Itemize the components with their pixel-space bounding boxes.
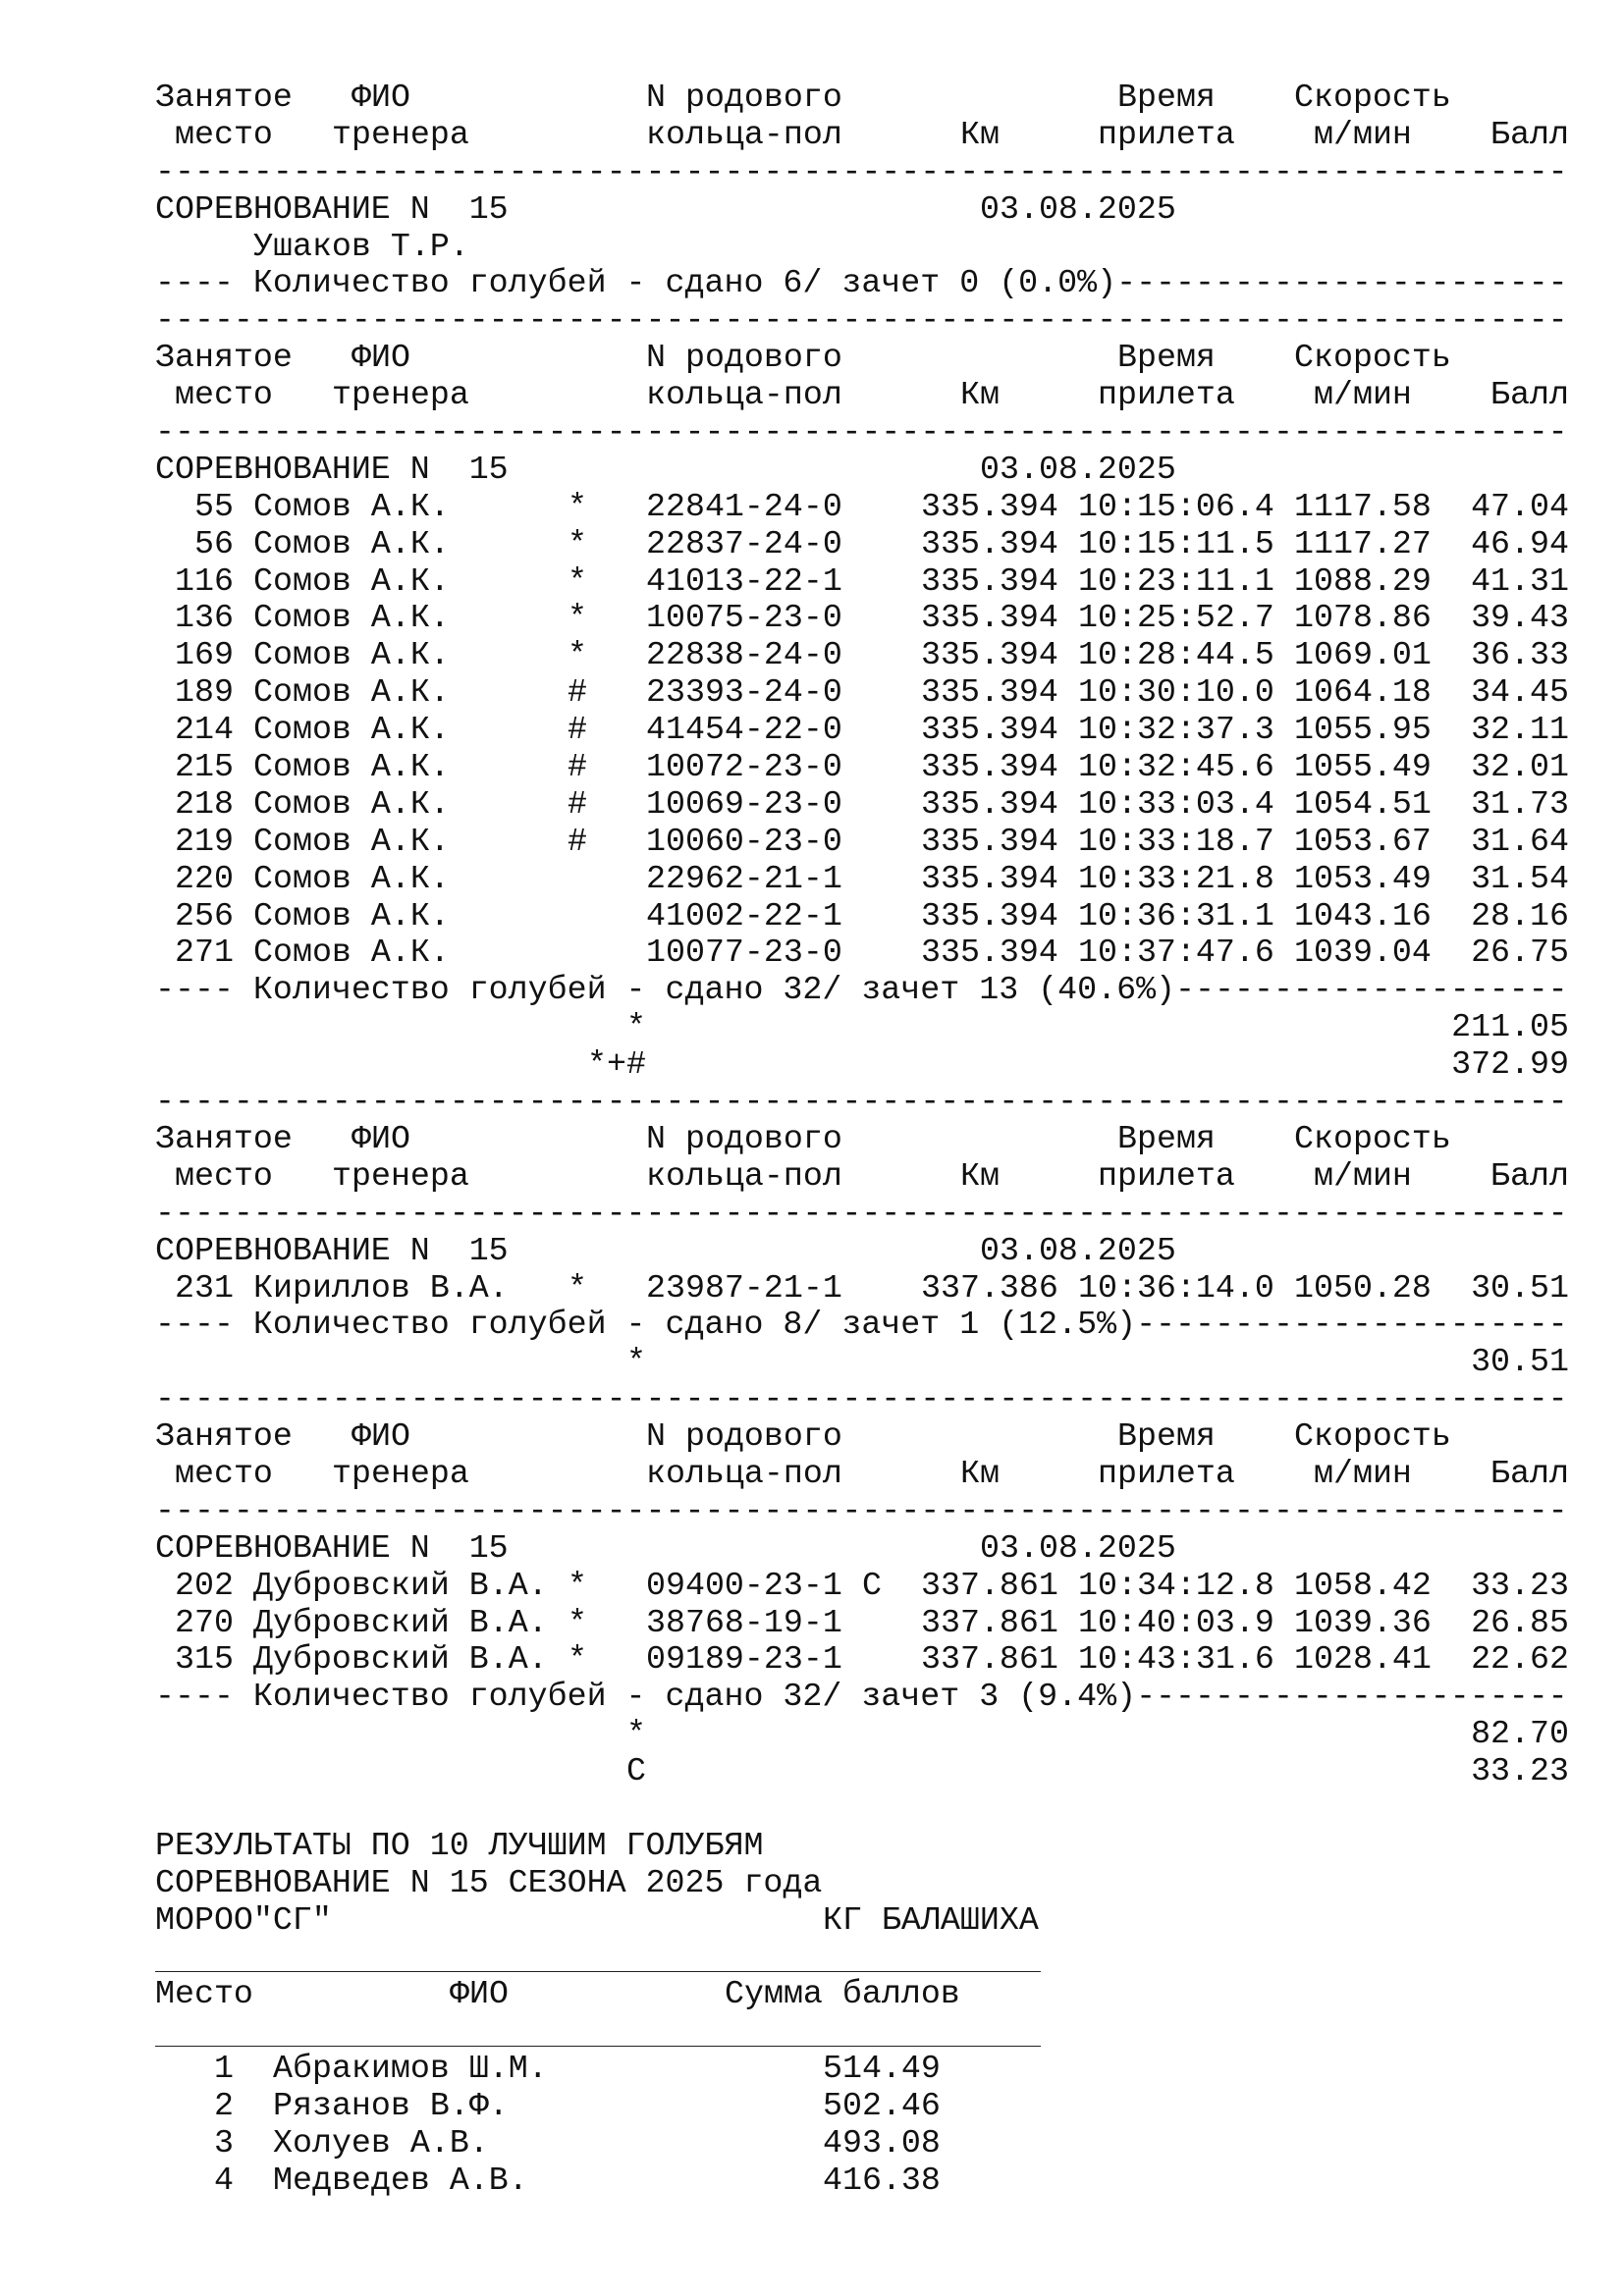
arrival-time: 10:36:14.0 bbox=[1078, 1268, 1274, 1307]
header-place-2: место bbox=[175, 1454, 273, 1492]
place: 271 bbox=[175, 934, 234, 972]
mark: * bbox=[568, 561, 587, 600]
header-ring-2: кольца-пол bbox=[646, 1156, 842, 1195]
arrival-time: 10:33:18.7 bbox=[1078, 822, 1274, 860]
header-fio: ФИО bbox=[450, 1975, 509, 2013]
distance-km: 335.394 bbox=[921, 822, 1058, 860]
header-place: Занятое bbox=[155, 1417, 293, 1456]
header-sum: Сумма баллов bbox=[725, 1975, 960, 2013]
distance-km: 335.394 bbox=[921, 599, 1058, 637]
ring-number: 41002-22-1 bbox=[646, 896, 842, 934]
header-fio-2: тренера bbox=[332, 115, 469, 153]
score: 32.01 bbox=[1471, 748, 1569, 786]
header-speed: Скорость bbox=[1294, 339, 1451, 377]
score: 33.23 bbox=[1471, 1566, 1569, 1604]
header-time: Время bbox=[1117, 339, 1216, 377]
place: 55 bbox=[194, 487, 234, 525]
header-fio: ФИО bbox=[352, 339, 410, 377]
arrival-time: 10:15:11.5 bbox=[1078, 524, 1274, 562]
total-value: 33.23 bbox=[1471, 1752, 1569, 1790]
arrival-time: 10:15:06.4 bbox=[1078, 487, 1274, 525]
total-label: * bbox=[626, 1343, 646, 1381]
score: 26.75 bbox=[1471, 934, 1569, 972]
header-place: Место bbox=[155, 1975, 253, 2013]
ring-number: 10060-23-0 bbox=[646, 822, 842, 860]
pigeon-count-summary: ---- Количество голубей - сдано 32/ зачет 13 (40.6%)-------------------- bbox=[155, 971, 1568, 1009]
place: 215 bbox=[175, 748, 234, 786]
distance-km: 337.861 bbox=[921, 1640, 1058, 1679]
score: 22.62 bbox=[1471, 1640, 1569, 1679]
mark: # bbox=[568, 673, 587, 712]
pigeon-count-summary: ---- Количество голубей - сдано 8/ зачет 1 (12.5%)---------------------- bbox=[155, 1306, 1568, 1344]
arrival-time: 10:32:45.6 bbox=[1078, 748, 1274, 786]
trainer-name: Сомов А.К. bbox=[253, 561, 450, 600]
score: 46.94 bbox=[1471, 524, 1569, 562]
header-speed-2: м/мин bbox=[1314, 115, 1412, 153]
dash-divider: ------------------------------------------------------------------------ bbox=[155, 1194, 1568, 1232]
arrival-time: 10:30:10.0 bbox=[1078, 673, 1274, 712]
place: 56 bbox=[194, 524, 234, 562]
arrival-time: 10:32:37.3 bbox=[1078, 711, 1274, 749]
mark: * bbox=[568, 1640, 587, 1679]
ring-number: 22837-24-0 bbox=[646, 524, 842, 562]
header-fio-2: тренера bbox=[332, 1454, 469, 1492]
score-sum: 493.08 bbox=[823, 2123, 941, 2162]
score: 31.64 bbox=[1471, 822, 1569, 860]
header-score: Балл bbox=[1490, 115, 1569, 153]
place: 218 bbox=[175, 784, 234, 823]
header-km: Км bbox=[960, 1156, 1000, 1195]
competition-label: СОРЕВНОВАНИЕ N 15 bbox=[155, 1231, 509, 1269]
trainer-name: Сомов А.К. bbox=[253, 934, 450, 972]
distance-km: 335.394 bbox=[921, 561, 1058, 600]
speed: 1039.36 bbox=[1294, 1603, 1432, 1641]
dash-divider: ------------------------------------------------------------------------ bbox=[155, 413, 1568, 452]
ring-number: 09400-23-1 bbox=[646, 1566, 842, 1604]
trainer-name: Сомов А.К. bbox=[253, 822, 450, 860]
rank: 2 bbox=[214, 2087, 234, 2125]
organization: МОРОО"СГ" bbox=[155, 1900, 332, 1939]
distance-km: 335.394 bbox=[921, 711, 1058, 749]
header-speed: Скорость bbox=[1294, 79, 1451, 116]
header-ring: N родового bbox=[646, 339, 842, 377]
score: 41.31 bbox=[1471, 561, 1569, 600]
arrival-time: 10:33:03.4 bbox=[1078, 784, 1274, 823]
distance-km: 335.394 bbox=[921, 524, 1058, 562]
speed: 1050.28 bbox=[1294, 1268, 1432, 1307]
distance-km: 335.394 bbox=[921, 636, 1058, 674]
ring-number: 10077-23-0 bbox=[646, 934, 842, 972]
score: 26.85 bbox=[1471, 1603, 1569, 1641]
header-ring-2: кольца-пол bbox=[646, 1454, 842, 1492]
header-time-2: прилета bbox=[1098, 1156, 1235, 1195]
speed: 1058.42 bbox=[1294, 1566, 1432, 1604]
mark: * bbox=[568, 524, 587, 562]
score: 39.43 bbox=[1471, 599, 1569, 637]
header-km: Км bbox=[960, 376, 1000, 414]
header-place-2: место bbox=[175, 376, 273, 414]
distance-km: 335.394 bbox=[921, 934, 1058, 972]
arrival-time: 10:40:03.9 bbox=[1078, 1603, 1274, 1641]
score: 36.33 bbox=[1471, 636, 1569, 674]
place: 169 bbox=[175, 636, 234, 674]
ring-number: 10075-23-0 bbox=[646, 599, 842, 637]
rule bbox=[155, 2046, 1041, 2047]
trainer-name: Сомов А.К. bbox=[253, 487, 450, 525]
place: 214 bbox=[175, 711, 234, 749]
arrival-time: 10:33:21.8 bbox=[1078, 859, 1274, 897]
speed: 1078.86 bbox=[1294, 599, 1432, 637]
header-time-2: прилета bbox=[1098, 376, 1235, 414]
speed: 1054.51 bbox=[1294, 784, 1432, 823]
place: 231 bbox=[175, 1268, 234, 1307]
header-score: Балл bbox=[1490, 1156, 1569, 1195]
speed: 1117.58 bbox=[1294, 487, 1432, 525]
speed: 1053.67 bbox=[1294, 822, 1432, 860]
fancier-name: Медведев А.В. bbox=[273, 2161, 528, 2199]
trainer-name: Дубровский В.А. bbox=[253, 1603, 548, 1641]
arrival-time: 10:43:31.6 bbox=[1078, 1640, 1274, 1679]
trainer-name: Ушаков Т.Р. bbox=[253, 227, 469, 265]
trainer-name: Кириллов В.А. bbox=[253, 1268, 509, 1307]
total-label: * bbox=[626, 1715, 646, 1753]
place: 315 bbox=[175, 1640, 234, 1679]
total-value: 82.70 bbox=[1471, 1715, 1569, 1753]
mark: * bbox=[568, 1603, 587, 1641]
rank: 3 bbox=[214, 2123, 234, 2162]
header-place: Занятое bbox=[155, 339, 293, 377]
mark: * bbox=[568, 1566, 587, 1604]
ring-number: 22841-24-0 bbox=[646, 487, 842, 525]
score: 31.73 bbox=[1471, 784, 1569, 823]
distance-km: 335.394 bbox=[921, 487, 1058, 525]
ring-number: 23987-21-1 bbox=[646, 1268, 842, 1307]
trainer-name: Дубровский В.А. bbox=[253, 1640, 548, 1679]
competition-date: 03.08.2025 bbox=[980, 1528, 1176, 1567]
header-time: Время bbox=[1117, 1119, 1216, 1157]
distance-km: 335.394 bbox=[921, 673, 1058, 712]
arrival-time: 10:36:31.1 bbox=[1078, 896, 1274, 934]
score-sum: 502.46 bbox=[823, 2087, 941, 2125]
competition-date: 03.08.2025 bbox=[980, 189, 1176, 228]
place: 136 bbox=[175, 599, 234, 637]
trainer-name: Сомов А.К. bbox=[253, 896, 450, 934]
header-time: Время bbox=[1117, 1417, 1216, 1456]
header-time-2: прилета bbox=[1098, 115, 1235, 153]
dash-divider: ------------------------------------------------------------------------ bbox=[155, 1380, 1568, 1418]
competition-label: СОРЕВНОВАНИЕ N 15 bbox=[155, 450, 509, 488]
distance-km: 337.861 bbox=[921, 1603, 1058, 1641]
place: 219 bbox=[175, 822, 234, 860]
total-label: C bbox=[626, 1752, 646, 1790]
place: 189 bbox=[175, 673, 234, 712]
trainer-name: Сомов А.К. bbox=[253, 859, 450, 897]
mark: * bbox=[568, 636, 587, 674]
arrival-time: 10:37:47.6 bbox=[1078, 934, 1274, 972]
club-name: КГ БАЛАШИХА bbox=[823, 1900, 1039, 1939]
ring-number: 38768-19-1 bbox=[646, 1603, 842, 1641]
pigeon-count-summary: ---- Количество голубей - сдано 6/ зачет 0 (0.0%)----------------------- bbox=[155, 264, 1568, 302]
dash-divider: ------------------------------------------------------------------------ bbox=[155, 1083, 1568, 1121]
mark: * bbox=[568, 1268, 587, 1307]
mark: # bbox=[568, 711, 587, 749]
header-speed: Скорость bbox=[1294, 1119, 1451, 1157]
header-ring: N родового bbox=[646, 79, 842, 116]
place: 220 bbox=[175, 859, 234, 897]
header-fio: ФИО bbox=[352, 1417, 410, 1456]
arrival-time: 10:25:52.7 bbox=[1078, 599, 1274, 637]
speed: 1088.29 bbox=[1294, 561, 1432, 600]
total-label: *+# bbox=[587, 1045, 646, 1084]
distance-km: 335.394 bbox=[921, 859, 1058, 897]
rank: 4 bbox=[214, 2161, 234, 2199]
ring-number: 10069-23-0 bbox=[646, 784, 842, 823]
header-speed-2: м/мин bbox=[1314, 1454, 1412, 1492]
competition-label: СОРЕВНОВАНИЕ N 15 bbox=[155, 189, 509, 228]
header-fio-2: тренера bbox=[332, 376, 469, 414]
score: 31.54 bbox=[1471, 859, 1569, 897]
header-fio: ФИО bbox=[352, 79, 410, 116]
results-title: РЕЗУЛЬТАТЫ ПО 10 ЛУЧШИМ ГОЛУБЯМ bbox=[155, 1826, 764, 1864]
speed: 1117.27 bbox=[1294, 524, 1432, 562]
dash-divider: ------------------------------------------------------------------------ bbox=[155, 301, 1568, 340]
distance-km: 335.394 bbox=[921, 784, 1058, 823]
competition-date: 03.08.2025 bbox=[980, 1231, 1176, 1269]
competition-label: СОРЕВНОВАНИЕ N 15 bbox=[155, 1528, 509, 1567]
header-time-2: прилета bbox=[1098, 1454, 1235, 1492]
trainer-name: Сомов А.К. bbox=[253, 673, 450, 712]
header-speed-2: м/мин bbox=[1314, 376, 1412, 414]
mark: * bbox=[568, 487, 587, 525]
header-ring-2: кольца-пол bbox=[646, 376, 842, 414]
speed: 1043.16 bbox=[1294, 896, 1432, 934]
score: 32.11 bbox=[1471, 711, 1569, 749]
score: 30.51 bbox=[1471, 1268, 1569, 1307]
header-score: Балл bbox=[1490, 1454, 1569, 1492]
trainer-name: Сомов А.К. bbox=[253, 711, 450, 749]
dash-divider: ------------------------------------------------------------------------ bbox=[155, 1491, 1568, 1529]
mark: # bbox=[568, 748, 587, 786]
header-fio: ФИО bbox=[352, 1119, 410, 1157]
speed: 1069.01 bbox=[1294, 636, 1432, 674]
ring-number: 23393-24-0 bbox=[646, 673, 842, 712]
rule bbox=[155, 1971, 1041, 1972]
total-value: 211.05 bbox=[1451, 1008, 1569, 1046]
ring-number: 09189-23-1 bbox=[646, 1640, 842, 1679]
header-place-2: место bbox=[175, 115, 273, 153]
score-sum: 514.49 bbox=[823, 2050, 941, 2088]
trainer-name: Сомов А.К. bbox=[253, 599, 450, 637]
trainer-name: Сомов А.К. bbox=[253, 636, 450, 674]
distance-km: 335.394 bbox=[921, 896, 1058, 934]
trainer-name: Сомов А.К. bbox=[253, 748, 450, 786]
rank: 1 bbox=[214, 2050, 234, 2088]
ring-number: 41454-22-0 bbox=[646, 711, 842, 749]
trainer-name: Сомов А.К. bbox=[253, 784, 450, 823]
header-place: Занятое bbox=[155, 79, 293, 116]
fancier-name: Рязанов В.Ф. bbox=[273, 2087, 509, 2125]
mark: * bbox=[568, 599, 587, 637]
arrival-time: 10:23:11.1 bbox=[1078, 561, 1274, 600]
score: 34.45 bbox=[1471, 673, 1569, 712]
speed: 1028.41 bbox=[1294, 1640, 1432, 1679]
speed: 1064.18 bbox=[1294, 673, 1432, 712]
header-score: Балл bbox=[1490, 376, 1569, 414]
trainer-name: Дубровский В.А. bbox=[253, 1566, 548, 1604]
distance-km: 337.386 bbox=[921, 1268, 1058, 1307]
ring-number: 41013-22-1 bbox=[646, 561, 842, 600]
results-subtitle: СОРЕВНОВАНИЕ N 15 СЕЗОНА 2025 года bbox=[155, 1863, 823, 1901]
fancier-name: Абракимов Ш.М. bbox=[273, 2050, 548, 2088]
total-label: * bbox=[626, 1008, 646, 1046]
score: 28.16 bbox=[1471, 896, 1569, 934]
trainer-name: Сомов А.К. bbox=[253, 524, 450, 562]
speed: 1039.04 bbox=[1294, 934, 1432, 972]
mark: # bbox=[568, 784, 587, 823]
arrival-time: 10:34:12.8 bbox=[1078, 1566, 1274, 1604]
header-km: Км bbox=[960, 115, 1000, 153]
fancier-name: Холуев А.В. bbox=[273, 2123, 489, 2162]
speed: 1055.49 bbox=[1294, 748, 1432, 786]
speed: 1053.49 bbox=[1294, 859, 1432, 897]
place: 256 bbox=[175, 896, 234, 934]
ring-number: 10072-23-0 bbox=[646, 748, 842, 786]
header-ring: N родового bbox=[646, 1119, 842, 1157]
header-speed-2: м/мин bbox=[1314, 1156, 1412, 1195]
place: 202 bbox=[175, 1566, 234, 1604]
mark: # bbox=[568, 822, 587, 860]
header-fio-2: тренера bbox=[332, 1156, 469, 1195]
ring-number: 22838-24-0 bbox=[646, 636, 842, 674]
arrival-time: 10:28:44.5 bbox=[1078, 636, 1274, 674]
speed: 1055.95 bbox=[1294, 711, 1432, 749]
header-ring-2: кольца-пол bbox=[646, 115, 842, 153]
header-km: Км bbox=[960, 1454, 1000, 1492]
header-time: Время bbox=[1117, 79, 1216, 116]
place: 270 bbox=[175, 1603, 234, 1641]
competition-date: 03.08.2025 bbox=[980, 450, 1176, 488]
score: 47.04 bbox=[1471, 487, 1569, 525]
total-value: 372.99 bbox=[1451, 1045, 1569, 1084]
header-ring: N родового bbox=[646, 1417, 842, 1456]
place: 116 bbox=[175, 561, 234, 600]
distance-km: 335.394 bbox=[921, 748, 1058, 786]
dash-divider: ------------------------------------------------------------------------ bbox=[155, 152, 1568, 190]
header-place-2: место bbox=[175, 1156, 273, 1195]
flag: C bbox=[862, 1566, 882, 1604]
ring-number: 22962-21-1 bbox=[646, 859, 842, 897]
total-value: 30.51 bbox=[1471, 1343, 1569, 1381]
distance-km: 337.861 bbox=[921, 1566, 1058, 1604]
pigeon-count-summary: ---- Количество голубей - сдано 32/ зачет 3 (9.4%)---------------------- bbox=[155, 1678, 1568, 1716]
score-sum: 416.38 bbox=[823, 2161, 941, 2199]
header-speed: Скорость bbox=[1294, 1417, 1451, 1456]
header-place: Занятое bbox=[155, 1119, 293, 1157]
